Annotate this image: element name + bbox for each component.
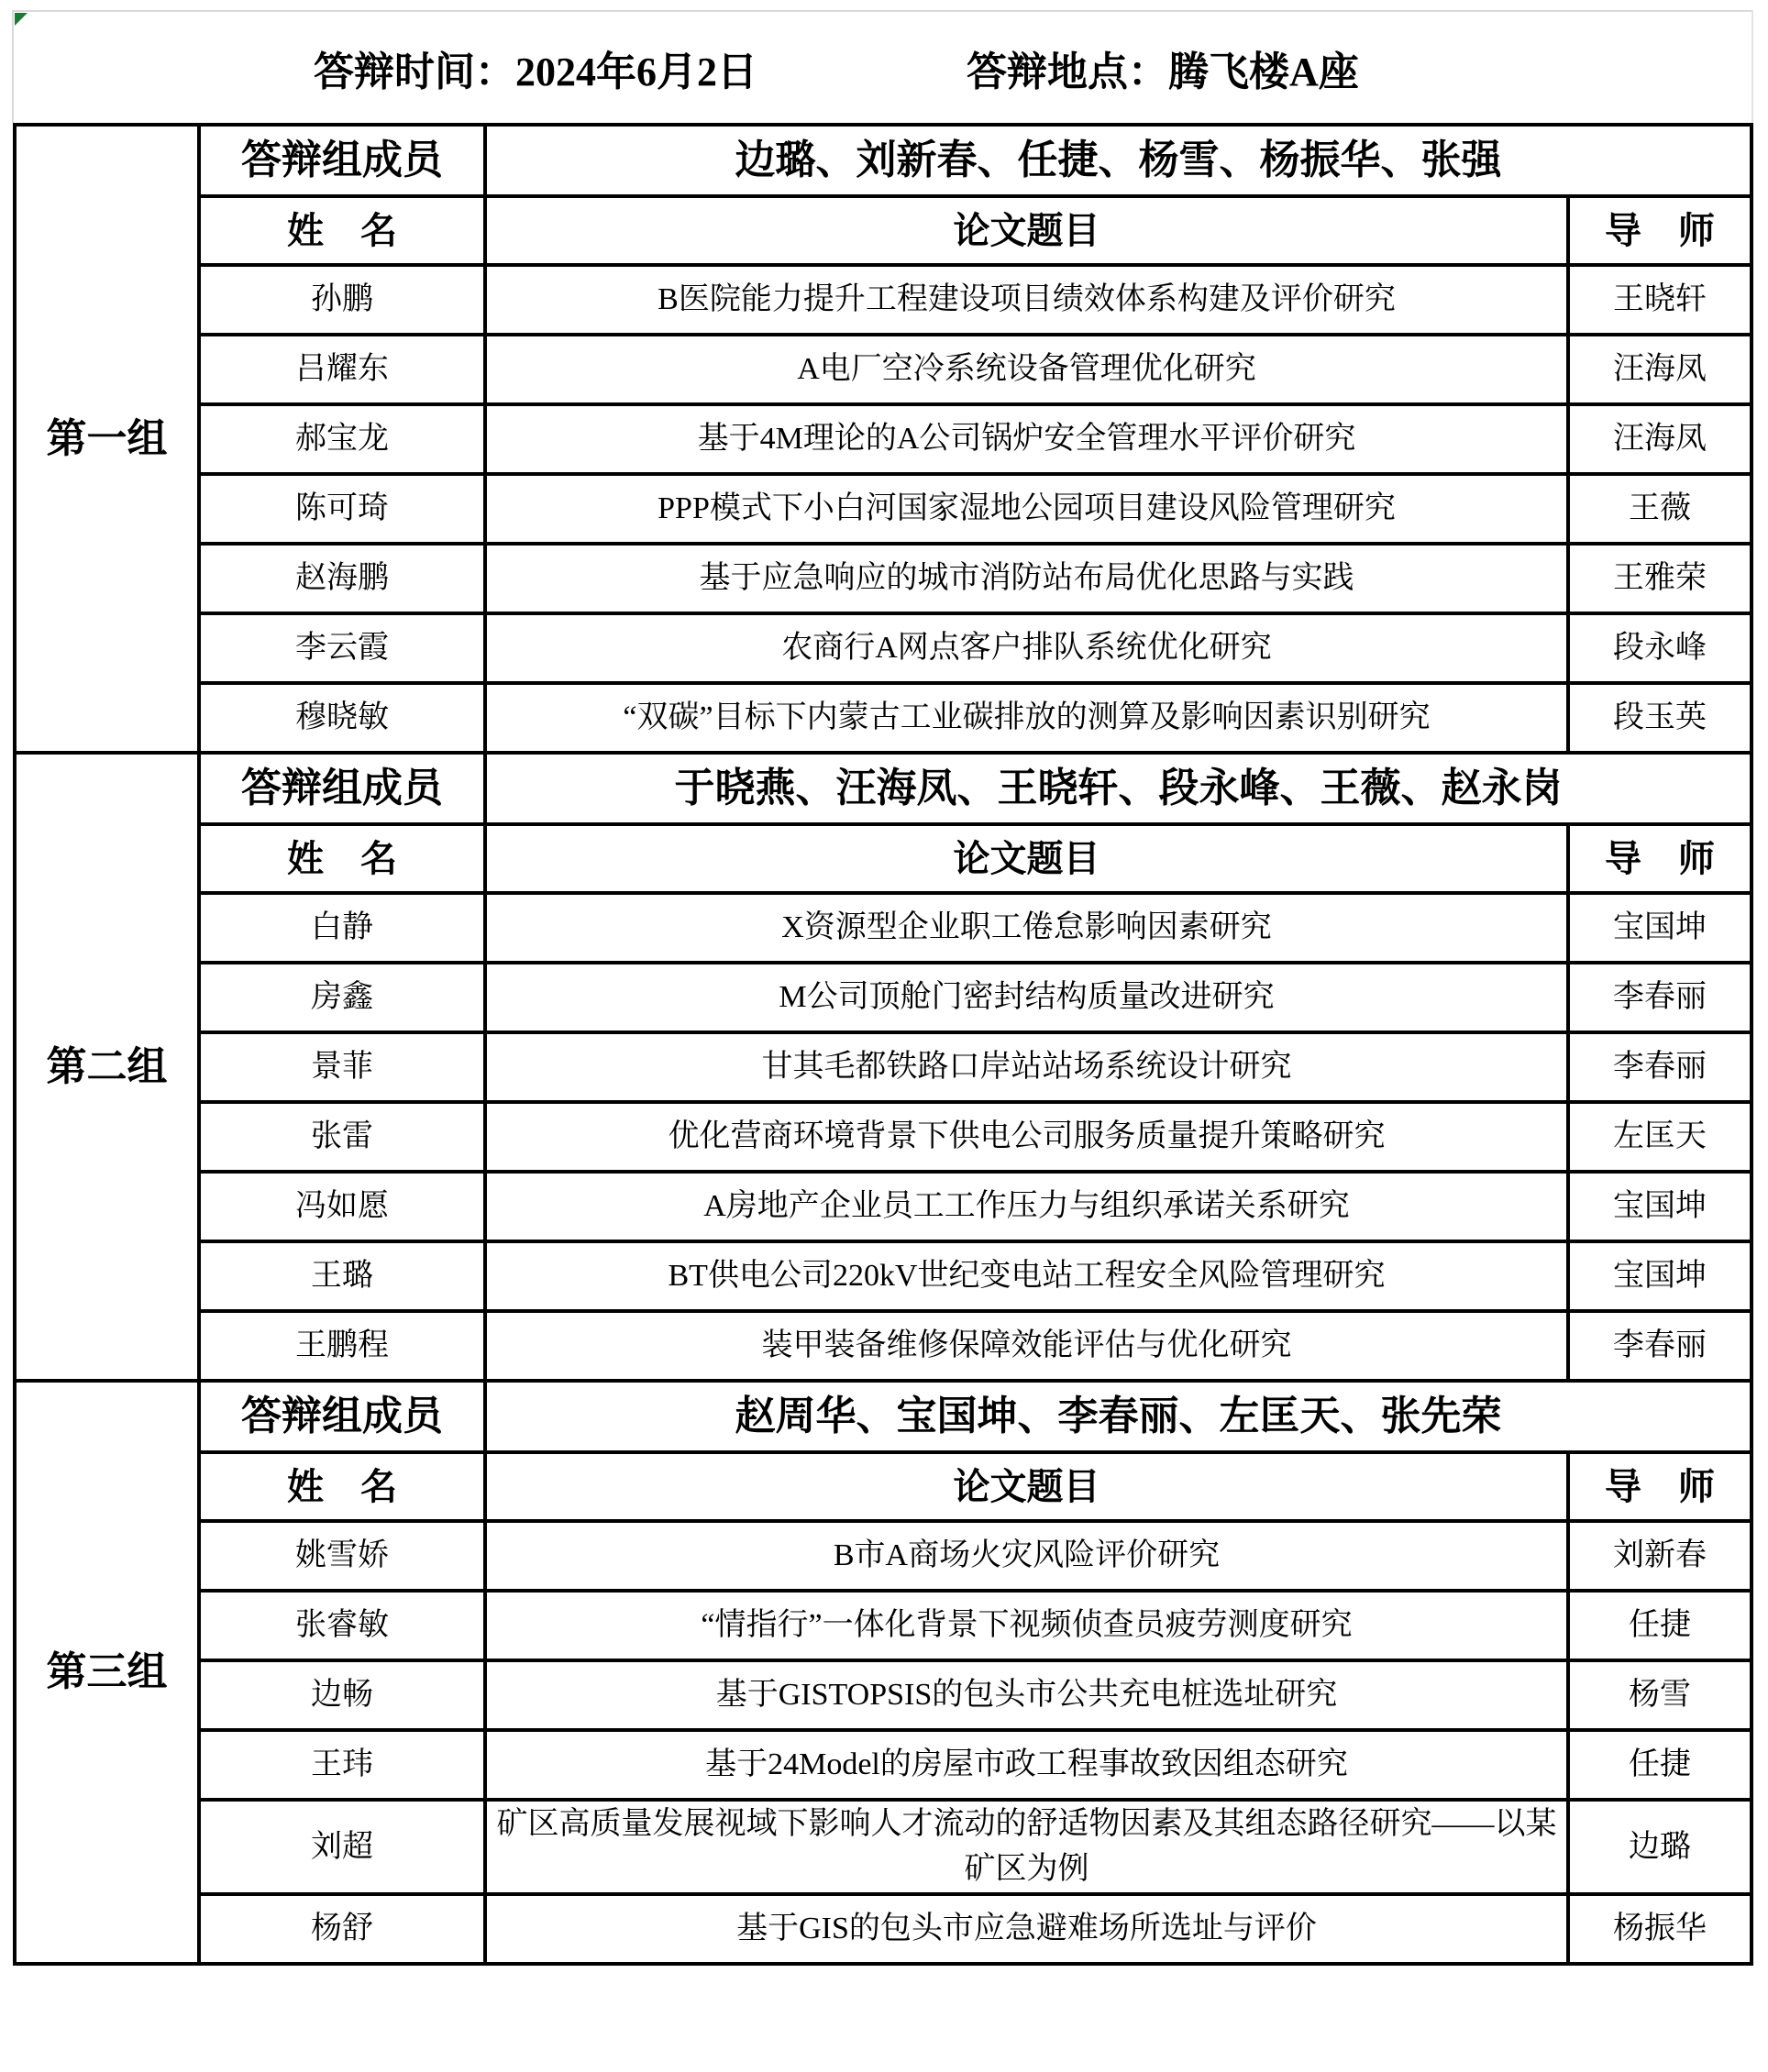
committee-label-cell[interactable]: 答辩组成员 bbox=[199, 125, 485, 196]
student-name-cell[interactable]: 李云霞 bbox=[199, 613, 485, 683]
advisor-cell[interactable]: 李春丽 bbox=[1568, 1311, 1751, 1381]
advisor-cell[interactable]: 边璐 bbox=[1568, 1800, 1751, 1894]
advisor-cell[interactable]: 李春丽 bbox=[1568, 963, 1751, 1032]
student-row bbox=[15, 1032, 1751, 1102]
defense-schedule-table bbox=[13, 123, 1753, 1966]
committee-label-cell[interactable]: 答辩组成员 bbox=[199, 753, 485, 824]
col-header-title[interactable]: 论文题目 bbox=[485, 824, 1568, 893]
student-row bbox=[15, 1730, 1751, 1800]
advisor-cell[interactable]: 汪海凤 bbox=[1568, 335, 1751, 404]
advisor-cell[interactable]: 段玉英 bbox=[1568, 683, 1751, 753]
thesis-title-cell[interactable]: B市A商场火灾风险评价研究 bbox=[485, 1521, 1568, 1591]
col-header-advisor[interactable]: 导 师 bbox=[1568, 1452, 1751, 1521]
group-label-cell[interactable]: 第三组 bbox=[15, 1381, 199, 1964]
thesis-title-cell[interactable]: A电厂空冷系统设备管理优化研究 bbox=[485, 335, 1568, 404]
thesis-title-cell[interactable]: 矿区高质量发展视域下影响人才流动的舒适物因素及其组态路径研究——以某矿区为例 bbox=[485, 1800, 1568, 1894]
student-name-cell[interactable]: 房鑫 bbox=[199, 963, 485, 1032]
advisor-cell[interactable]: 宝国坤 bbox=[1568, 1172, 1751, 1241]
committee-members-cell[interactable]: 赵周华、宝国坤、李春丽、左匡天、张先荣 bbox=[485, 1381, 1751, 1452]
thesis-title-cell[interactable]: B医院能力提升工程建设项目绩效体系构建及评价研究 bbox=[485, 265, 1568, 335]
advisor-cell[interactable]: 任捷 bbox=[1568, 1730, 1751, 1800]
student-name-cell[interactable]: 冯如愿 bbox=[199, 1172, 485, 1241]
committee-members-cell[interactable]: 边璐、刘新春、任捷、杨雪、杨振华、张强 bbox=[485, 125, 1751, 196]
student-name-cell[interactable]: 穆晓敏 bbox=[199, 683, 485, 753]
advisor-cell[interactable]: 王薇 bbox=[1568, 474, 1751, 544]
committee-row bbox=[15, 1381, 1751, 1452]
thesis-title-cell[interactable]: 基于GISTOPSIS的包头市公共充电桩选址研究 bbox=[485, 1660, 1568, 1730]
student-name-cell[interactable]: 赵海鹏 bbox=[199, 544, 485, 613]
thesis-title-cell[interactable]: PPP模式下小白河国家湿地公园项目建设风险管理研究 bbox=[485, 474, 1568, 544]
thesis-title-cell[interactable]: M公司顶舱门密封结构质量改进研究 bbox=[485, 963, 1568, 1032]
advisor-cell[interactable]: 李春丽 bbox=[1568, 1032, 1751, 1102]
student-row bbox=[15, 1894, 1751, 1964]
student-row bbox=[15, 265, 1751, 335]
col-header-name[interactable]: 姓 名 bbox=[199, 824, 485, 893]
student-row bbox=[15, 613, 1751, 683]
advisor-cell[interactable]: 左匡天 bbox=[1568, 1102, 1751, 1172]
student-name-cell[interactable]: 刘超 bbox=[199, 1800, 485, 1894]
student-row bbox=[15, 474, 1751, 544]
student-name-cell[interactable]: 陈可琦 bbox=[199, 474, 485, 544]
thesis-title-cell[interactable]: 优化营商环境背景下供电公司服务质量提升策略研究 bbox=[485, 1102, 1568, 1172]
thesis-title-cell[interactable]: 基于24Model的房屋市政工程事故致因组态研究 bbox=[485, 1730, 1568, 1800]
student-name-cell[interactable]: 王璐 bbox=[199, 1241, 485, 1311]
defense-time-label: 答辩时间：2024年6月2日 bbox=[314, 49, 757, 94]
group-label-cell[interactable]: 第一组 bbox=[15, 125, 199, 753]
student-row bbox=[15, 1172, 1751, 1241]
student-name-cell[interactable]: 王玮 bbox=[199, 1730, 485, 1800]
student-name-cell[interactable]: 边畅 bbox=[199, 1660, 485, 1730]
thesis-title-cell[interactable]: BT供电公司220kV世纪变电站工程安全风险管理研究 bbox=[485, 1241, 1568, 1311]
student-name-cell[interactable]: 郝宝龙 bbox=[199, 404, 485, 474]
advisor-cell[interactable]: 段永峰 bbox=[1568, 613, 1751, 683]
committee-row bbox=[15, 753, 1751, 824]
committee-members-cell[interactable]: 于晓燕、汪海凤、王晓轩、段永峰、王薇、赵永岗 bbox=[485, 753, 1751, 824]
student-name-cell[interactable]: 张睿敏 bbox=[199, 1591, 485, 1660]
student-row bbox=[15, 1521, 1751, 1591]
student-row bbox=[15, 335, 1751, 404]
col-header-title[interactable]: 论文题目 bbox=[485, 196, 1568, 265]
col-header-title[interactable]: 论文题目 bbox=[485, 1452, 1568, 1521]
student-row bbox=[15, 893, 1751, 963]
thesis-title-cell[interactable]: 基于GIS的包头市应急避难场所选址与评价 bbox=[485, 1894, 1568, 1964]
student-name-cell[interactable]: 张雷 bbox=[199, 1102, 485, 1172]
advisor-cell[interactable]: 杨雪 bbox=[1568, 1660, 1751, 1730]
thesis-title-cell[interactable]: 基于4M理论的A公司锅炉安全管理水平评价研究 bbox=[485, 404, 1568, 474]
student-name-cell[interactable]: 王鹏程 bbox=[199, 1311, 485, 1381]
thesis-title-cell[interactable]: 甘其毛都铁路口岸站站场系统设计研究 bbox=[485, 1032, 1568, 1102]
col-header-name[interactable]: 姓 名 bbox=[199, 1452, 485, 1521]
committee-row bbox=[15, 125, 1751, 196]
student-name-cell[interactable]: 白静 bbox=[199, 893, 485, 963]
column-header-row bbox=[15, 1452, 1751, 1521]
advisor-cell[interactable]: 杨振华 bbox=[1568, 1894, 1751, 1964]
column-header-row bbox=[15, 196, 1751, 265]
advisor-cell[interactable]: 宝国坤 bbox=[1568, 893, 1751, 963]
thesis-title-cell[interactable]: 农商行A网点客户排队系统优化研究 bbox=[485, 613, 1568, 683]
student-name-cell[interactable]: 孙鹏 bbox=[199, 265, 485, 335]
advisor-cell[interactable]: 刘新春 bbox=[1568, 1521, 1751, 1591]
advisor-cell[interactable]: 宝国坤 bbox=[1568, 1241, 1751, 1311]
defense-location-label: 答辩地点：腾飞楼A座 bbox=[967, 49, 1359, 94]
thesis-title-cell[interactable]: 装甲装备维修保障效能评估与优化研究 bbox=[485, 1311, 1568, 1381]
student-row bbox=[15, 1800, 1751, 1894]
thesis-title-cell[interactable]: “双碳”目标下内蒙古工业碳排放的测算及影响因素识别研究 bbox=[485, 683, 1568, 753]
student-row bbox=[15, 1102, 1751, 1172]
col-header-name[interactable]: 姓 名 bbox=[199, 196, 485, 265]
advisor-cell[interactable]: 汪海凤 bbox=[1568, 404, 1751, 474]
student-row bbox=[15, 683, 1751, 753]
student-row bbox=[15, 1241, 1751, 1311]
col-header-advisor[interactable]: 导 师 bbox=[1568, 824, 1751, 893]
student-row bbox=[15, 404, 1751, 474]
committee-label-cell[interactable]: 答辩组成员 bbox=[199, 1381, 485, 1452]
student-row bbox=[15, 1311, 1751, 1381]
student-row bbox=[15, 1660, 1751, 1730]
student-name-cell[interactable]: 杨舒 bbox=[199, 1894, 485, 1964]
advisor-cell[interactable]: 任捷 bbox=[1568, 1591, 1751, 1660]
thesis-title-cell[interactable]: X资源型企业职工倦怠影响因素研究 bbox=[485, 893, 1568, 963]
student-name-cell[interactable]: 景菲 bbox=[199, 1032, 485, 1102]
thesis-title-cell[interactable]: A房地产企业员工工作压力与组织承诺关系研究 bbox=[485, 1172, 1568, 1241]
student-row bbox=[15, 963, 1751, 1032]
schedule-table-body bbox=[15, 125, 1751, 1964]
title-band bbox=[13, 12, 1752, 123]
column-header-row bbox=[15, 824, 1751, 893]
group-label-cell[interactable]: 第二组 bbox=[15, 753, 199, 1381]
advisor-cell[interactable]: 王晓轩 bbox=[1568, 265, 1751, 335]
student-row bbox=[15, 544, 1751, 613]
student-name-cell[interactable]: 吕耀东 bbox=[199, 335, 485, 404]
student-row bbox=[15, 1591, 1751, 1660]
student-name-cell[interactable]: 姚雪娇 bbox=[199, 1521, 485, 1591]
thesis-title-cell[interactable]: “情指行”一体化背景下视频侦查员疲劳测度研究 bbox=[485, 1591, 1568, 1660]
col-header-advisor[interactable]: 导 师 bbox=[1568, 196, 1751, 265]
thesis-title-cell[interactable]: 基于应急响应的城市消防站布局优化思路与实践 bbox=[485, 544, 1568, 613]
advisor-cell[interactable]: 王雅荣 bbox=[1568, 544, 1751, 613]
